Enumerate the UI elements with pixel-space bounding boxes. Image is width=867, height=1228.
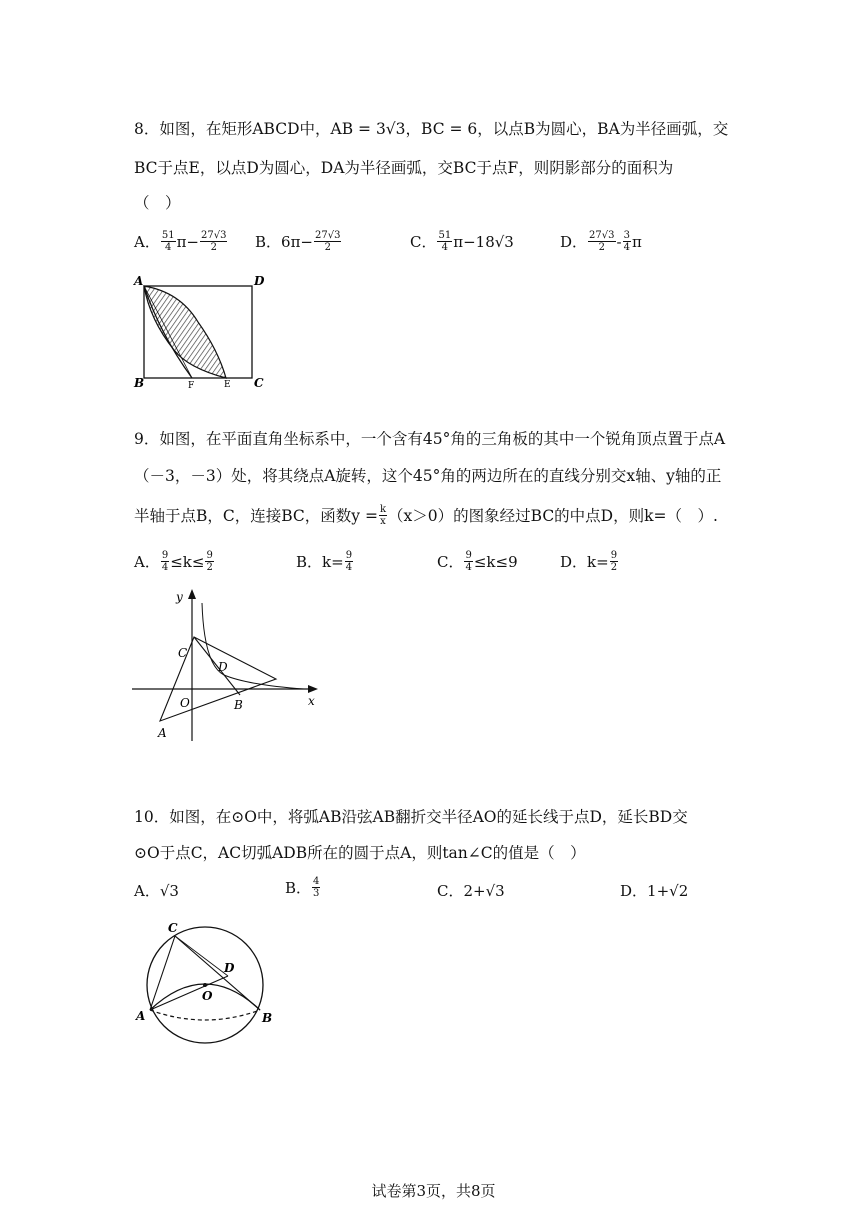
q8-label-b: B (134, 376, 145, 390)
q8-label-f: F (188, 381, 195, 390)
q9-label-y: y (176, 590, 183, 604)
q10-label-c: C (168, 921, 178, 935)
q10-label-d: D (224, 961, 235, 975)
q8-line-3: （ ） (134, 194, 181, 212)
q8-label-d: D (254, 274, 265, 288)
q9-label-x: x (308, 694, 315, 708)
q8-label-a: A (134, 274, 144, 288)
q8-option-a[interactable]: A． $\frac{51}{4}$ π− $\frac{27√3}{2}$ (134, 230, 227, 253)
q8-option-b[interactable]: B． 6π− $\frac{27√3}{2}$ (255, 230, 341, 253)
q8-option-d[interactable]: D． $\frac{27√3}{2}$ - $\frac{3}{4}$ π (560, 230, 642, 253)
q9-option-b[interactable]: B． k= $\frac{9}{4}$ (296, 550, 353, 573)
q9-label-c: C (178, 646, 188, 660)
q9-label-b: B (234, 698, 243, 712)
q10-label-o: O (202, 989, 213, 1003)
q8-label-e: E (224, 380, 231, 390)
q9-line-2: （－3，－3）处，将其绕点A旋转，这个45°角的两边所在的直线分别交x轴、y轴的正 (134, 467, 722, 485)
q8-option-c[interactable]: C． $\frac{51}{4}$ π−18√3 (410, 230, 514, 253)
q10-option-a[interactable]: A． √3 (134, 881, 179, 900)
q10-label-b: B (262, 1011, 273, 1025)
q9-line-1: 9．如图，在平面直角坐标系中，一个含有45°角的三角板的其中一个锐角顶点置于点A (134, 430, 726, 448)
q9-label-o: O (180, 696, 190, 710)
q10-option-c[interactable]: C． 2+√3 (437, 881, 505, 900)
q10-line-1: 10．如图，在⊙O中，将弧AB沿弦AB翻折交半径AO的延长线于点D，延长BD交 (134, 808, 688, 826)
q10-circle-figure (130, 918, 280, 1048)
q10-option-b[interactable]: B． $\frac{4}{3}$ (285, 876, 320, 899)
q9-option-d[interactable]: D． k= $\frac{9}{2}$ (560, 550, 618, 573)
q10-line-2: ⊙O于点C，AC切弧ADB所在的圆于点A，则tan∠C的值是（ ） (134, 844, 586, 862)
page-footer: 试卷第3页，共8页 (371, 1182, 496, 1200)
q10-label-a: A (136, 1009, 146, 1023)
q8-line-1: 8．如图，在矩形ABCD中，AB = 3√3，BC = 6，以点B为圆心，BA为半径画弧，交 (134, 120, 729, 138)
q9-option-a[interactable]: A． $\frac{9}{4}$ ≤k≤ $\frac{9}{2}$ (134, 550, 213, 573)
q9-label-a: A (158, 726, 167, 740)
q8-label-c: C (254, 376, 264, 390)
q9-option-c[interactable]: C． $\frac{9}{4}$ ≤k≤9 (437, 550, 518, 573)
q10-option-d[interactable]: D． 1+√2 (620, 881, 689, 900)
q8-rectangle-figure (128, 270, 268, 390)
q9-coordinate-figure (128, 585, 328, 745)
q9-line-3: 半轴于点B，C，连接BC，函数y = $\frac{k}{x}$ （x＞0）的图象经过BC的中点D，则k=（ ）. (134, 504, 718, 527)
q8-line-2: BC于点E，以点D为圆心，DA为半径画弧，交BC于点F，则阴影部分的面积为 (134, 159, 674, 177)
q9-label-d: D (218, 660, 228, 674)
